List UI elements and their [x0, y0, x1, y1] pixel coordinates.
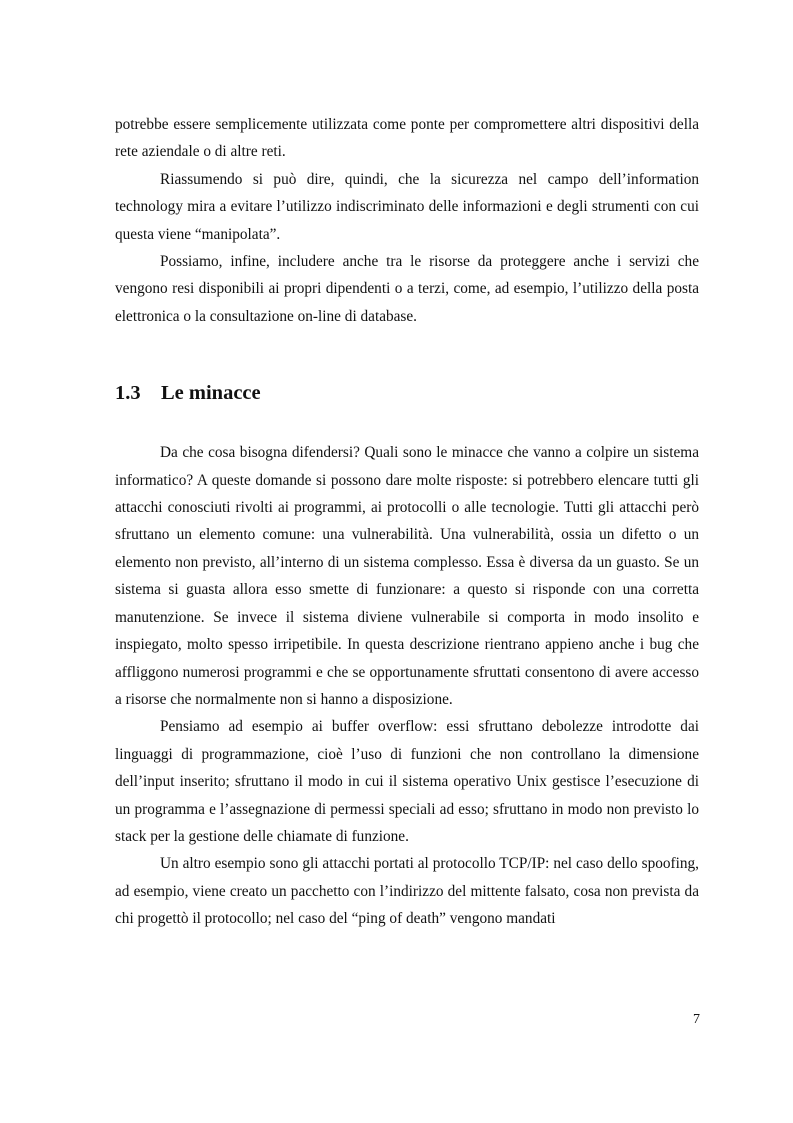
page-body — [115, 111, 699, 933]
paragraph-threats-intro: Da che cosa bisogna difendersi? Quali sono le minacce che vanno a colpire un sistema informatico? A queste domande si possono dare molte risposte: si potrebbero elencare tutti gli attacchi conosciuti rivolti ai programmi, ai protocolli o alle tecnologie. Tutti gli attacchi però sfruttano un elemento comune: una vulnerabilità. Una vulnerabilità, ossia un difetto o un elemento non previsto, all’interno di un sistema complesso. Essa è diversa da un guasto. Se un sistema si guasta allora esso smette di funzionare: a questo si risponde con una corretta manutenzione. Se invece il sistema diviene vulnerabile si comporta in modo insolito e inspiegato, molto spesso irripetibile. In questa descrizione rientrano appieno anche i bug che affliggono numerosi programmi e che se opportunamente sfruttati consentono di avere accesso a risorse che normalmente non si hanno a disposizione. — [115, 444, 699, 708]
paragraph-services: Possiamo, infine, includere anche tra le risorse da proteggere anche i servizi che vengono resi disponibili ai propri dipendenti o a terzi, come, ad esempio, l’utilizzo della posta elettronica o la consultazione on-line di database. — [115, 253, 699, 325]
paragraph-continuation: potrebbe essere semplicemente utilizzata come ponte per compromettere altri dispositivi della rete aziendale o di altre reti. — [115, 116, 699, 161]
section-title: Le minacce — [161, 382, 261, 405]
paragraph-tcp-ip-attacks: Un altro esempio sono gli attacchi portati al protocollo TCP/IP: nel caso dello spoofing, ad esempio, viene creato un pacchetto con l’indirizzo del mittente falsato, cosa non prevista da chi progettò il protocollo; nel caso del “ping of death” vengono mandati — [115, 855, 699, 928]
paragraph-summary: Riassumendo si può dire, quindi, che la sicurezza nel campo dell’information technology mira a evitare l’utilizzo indiscriminato delle informazioni e degli strumenti con cui questa viene “manipolata”. — [115, 170, 699, 243]
page-number: 7 — [693, 1012, 700, 1027]
paragraph-buffer-overflow: Pensiamo ad esempio ai buffer overflow: essi sfruttano debolezze introdotte dai linguaggi di programmazione, cioè l’uso di funzioni che non controllano la dimensione dell’input inserito; sfruttano il modo in cui il sistema operativo Unix gestisce l’esecuzione di un programma e l’assegnazione di permessi speciali ad esso; sfruttano in modo non previsto lo stack per la gestione delle chiamate di funzione. — [115, 718, 699, 845]
section-heading — [115, 378, 699, 408]
section-number: 1.3 — [115, 382, 141, 405]
